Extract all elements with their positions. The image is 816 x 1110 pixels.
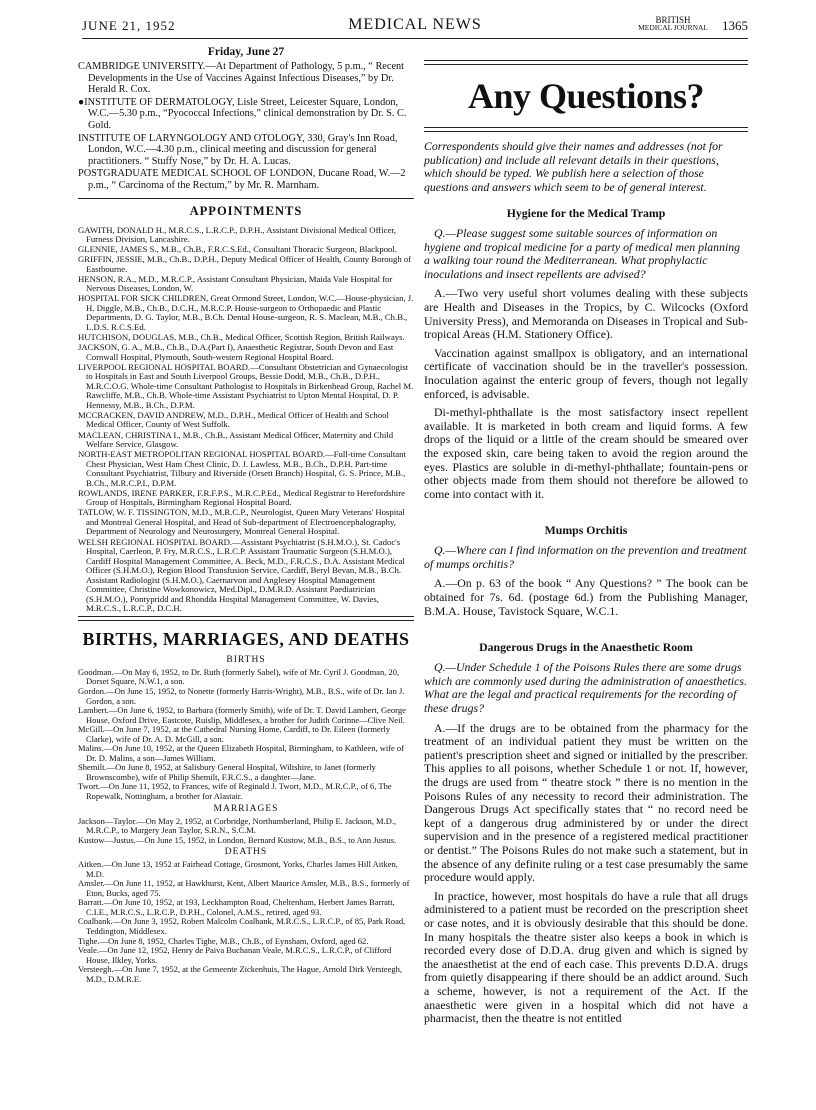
question-mumps: [424, 523, 748, 618]
title-rule-top: [424, 60, 748, 65]
marriages-heading: MARRIAGES: [213, 803, 279, 814]
meeting-item: ●INSTITUTE OF DERMATOLOGY, Lisle Street, Leicester Square, London, W.C.—5.30 p.m., “Pyococcal Infections,” clinical demonstration by Dr. S. C. Gold.: [78, 96, 407, 131]
appointments-section: [78, 204, 414, 614]
appointment-item: MCCRACKEN, DAVID ANDREW, M.D., D.P.H., Medical Officer of Health and School Medical Officer, County of West Suffolk.: [78, 409, 389, 430]
question-heading: Dangerous Drugs in the Anaesthetic Room: [479, 640, 693, 655]
header-rule: [82, 38, 748, 39]
answer-paragraph: In practice, however, most hospitals do have a rule that all drugs administered to a patient must be recorded on the prescription sheet or case notes, and it is obviously desirable that this should be done. In many hospitals the theatre sister also keeps a book in which is recorded every dose of D.D.A. drug given and which is signed by the anaesthetist at the end of each case. This prevents D.D.A. drugs from quietly disappearing if there should be an addict around. Such a scheme, however, is not a requirement of the Act. If the anaesthetic were given in a hospital which did not have a pharmacist, then the theatre is not entitled: [424, 888, 748, 1026]
appointment-item: LIVERPOOL REGIONAL HOSPITAL BOARD.—Consultant Obstetrician and Gynaecologist to Hospitals in East and South Liverpool Groups, Bessie Dodd, M.B., Ch.B., D.P.H., M.R.C.O.G. Whole-time Consultant Pathologist to Hospitals in Birkenhead Group, Rachel M. Rawcliffe, M.B., Ch.B. Whole-time Assistant Psychiatrist to Upton Mental Hospital, D. P. Hennessy, M.B., B.Ch., D.P.M.: [78, 361, 414, 410]
birth-entry: Goodman.—On May 6, 1952, to Dr. Ruth (formerly Sabel), wife of Mr. Cyril J. Goodman, 20, Dorset Square, N.W.1, a son.: [78, 666, 400, 687]
meetings-day-heading: Friday, June 27: [207, 46, 285, 58]
meetings-section: [78, 46, 414, 192]
birth-entry: Lambert.—On June 6, 1952, to Barbara (formerly Smith), wife of Dr. T. David Lambert, George House, Oxford Drive, Eastcote, Ruislip, Middlesex, a brother for Judith Corinne—Clive Neil.: [78, 705, 406, 725]
death-entry: Aitken.—On June 13, 1952 at Fairhead Cottage, Grosmont, Yorks, Charles James Hill Aitken, M.D.: [78, 859, 398, 879]
journal-name: [638, 16, 708, 32]
double-rule: [78, 616, 414, 621]
birth-entry: Malins.—On June 10, 1952, at the Queen Elizabeth Hospital, Birmingham, to Kathleen, wife of Dr. D. Malins, a son—James William.: [78, 743, 405, 763]
appointment-item: HUTCHISON, DOUGLAS, M.B., Ch.B., Medical Officer, Scottish Region, British Railways.: [78, 332, 405, 343]
running-header: [82, 14, 748, 36]
issue-date: JUNE 21, 1952: [82, 18, 176, 33]
any-questions-title: Any Questions?: [467, 76, 705, 116]
births-heading: BIRTHS: [226, 654, 266, 665]
death-entry: Barratt.—On June 10, 1952, at 193, Leckhampton Road, Cheltenham, Herbert James Barratt, C.I.E., M.R.C.S., L.R.C.P., D.P.H., Colonel, A.M.S., retired, aged 93.: [78, 897, 395, 917]
divider: [78, 198, 414, 199]
answer-paragraph: A.—If the drugs are to be obtained from the pharmacy for the treatment of an individual patient they must be written on the patient's prescription sheet and signed or initialled by the prescriber. This applies to all poisons, whether Schedule 1 or not. If, however, the drugs are used from “ theatre stock ” there is no mention in the Poisons Rules of any necessity to record their administration. The Dangerous Drugs Act specifically states that “ no record need be kept of a dangerous drug administered by or under the direct supervision and in the presence of a registered medical practitioner or dentist.” The Poisons Rules do not make such a statement, but in the absence of any definite ruling or a test case presumably the same procedure would apply.: [424, 720, 748, 885]
birth-entry: Twort.—On June 11, 1952, to Frances, wife of Reginald J. Twort, M.D., M.R.C.P., of 6, The Ropewalk, Nottingham, a brother for Alastair.: [78, 781, 392, 802]
appointment-item: GLENNIE, JAMES S., M.B., Ch.B., F.R.C.S.Ed., Consultant Thoracic Surgeon, Blackpool.: [78, 244, 397, 255]
appointment-item: TATLOW, W. F. TISSINGTON, M.D., M.R.C.P., Neurologist, Queen Mary Veterans' Hospital and Montreal General Hospital, and Head of Sub-department of Electroencephalography, Department of Neurology and Neurosurgery, Montreal General Hospital.: [78, 507, 405, 537]
bmd-heading: BIRTHS, MARRIAGES, AND DEATHS: [82, 628, 410, 649]
intro-note: Correspondents should give their names and addresses (not for publication) and include all relevant details in their questions, which should be typed. We publish here a selection of those questions and answers which seem to be of general interest.: [424, 139, 723, 194]
death-entry: Tighe.—On June 8, 1952, Charles Tighe, M.B., Ch.B., of Eynsham, Oxford, aged 62.: [78, 935, 369, 946]
question-text: Q.—Where can I find information on the prevention and treatment of mumps orchitis?: [424, 543, 747, 571]
journal-name-line1: BRITISH: [655, 15, 691, 25]
marriage-entry: Kustow—Justus.—On June 15, 1952, in London, Bernard Kustow, M.B., B.S., to Ann Justus.: [78, 834, 397, 845]
question-text: Q.—Under Schedule 1 of the Poisons Rules there are some drugs which are commonly used during the administration of anaesthetics. What are the legal and practical requirements for the recording of these drugs?: [424, 660, 747, 716]
meeting-item: INSTITUTE OF LARYNGOLOGY AND OTOLOGY, 330, Gray's Inn Road, London, W.C.—4.30 p.m., clinical meeting and discussion for general practitioners. “ Stuffy Nose,” by Dr. H. A. Lucas.: [78, 132, 398, 167]
question-heading: Hygiene for the Medical Tramp: [506, 206, 666, 220]
page-number: 1365: [722, 18, 748, 33]
question-hygiene: [424, 206, 748, 501]
section-title: MEDICAL NEWS: [348, 16, 482, 33]
birth-entry: Shemilt.—On June 8, 1952, at Salisbury General Hospital, Wiltshire, to Janet (formerly Brownscombe), wife of Philip Shemilt, F.R.C.S., a daughter—Jane.: [78, 762, 376, 782]
appointment-item: WELSH REGIONAL HOSPITAL BOARD.—Assistant Psychiatrist (S.H.M.O.), St. Cadoc's Hospital, Caerleon, P. Fry, M.R.C.S., L.R.C.P. Assistant Traumatic Surgeon (S.H.M.O.), Cardiff Hospital Management Committee, A. Beck, M.D., F.R.C.S., D.A. Assistant Medical Officer (S.H.M.O.), Region Blood Transfusion Service, Cardiff, Beryl Bevan, M.B., B.Ch. Assistant Radiologist (S.H.M.O.), Caernarvon and Anglesey Hospital Management Committee, Christine Wowkonowicz, Med.Dipl., D.M.R.D. Assistant Paediatrician (S.H.M.O.), Pontypridd and Rhondda Hospital Management Committee, W. Davies, M.R.C.S., L.R.C.P., D.C.H.: [78, 536, 405, 614]
birth-entry: Gordon.—On June 15, 1952, to Nonette (formerly Harris-Wright), M.B., B.S., wife of Dr. Ian J. Gordon, a son.: [78, 686, 405, 706]
death-entry: Versteegh.—On June 7, 1952, at the Gemeente Zickenhuis, The Hague, Arnold Dirk Versteegh, M.D., D.M.R.E.: [78, 964, 403, 984]
death-entry: Veale.—On June 12, 1952, Henry de Paiva Buchanan Veale, M.R.C.S., L.R.C.P., of Clifford House, Ilkley, Yorks.: [78, 945, 392, 965]
appointments-heading: APPOINTMENTS: [189, 203, 303, 218]
appointment-item: JACKSON, G. A., M.B., Ch.B., D.A.(Part I), Anaesthetic Registrar, South Devon and East Cornwall Hospital, Plymouth, South-western Regional Hospital Board.: [78, 342, 394, 362]
appointment-item: MACLEAN, CHRISTINA I., M.B., Ch.B., Assistant Medical Officer, Maternity and Child Welfare Service, Glasgow.: [78, 429, 394, 450]
appointment-item: ROWLANDS, IRENE PARKER, F.R.F.P.S., M.R.C.P.Ed., Medical Registrar to Herefordshire Group of Hospitals, Birmingham Regional Hospital Board.: [78, 487, 405, 508]
question-heading: Mumps Orchitis: [544, 523, 628, 538]
answer-paragraph: Vaccination against smallpox is obligatory, and an international certificate of vaccination should be in the traveller's possession. Inoculation against the enteric group of fevers, though not legally enforced, is advisable.: [424, 345, 748, 401]
answer-paragraph: A.—On p. 63 of the book “ Any Questions? ” The book can be obtained for 7s. 6d. (postage 6d.) from the Publishing Manager, B.M.A. House, Tavistock Square, W.C.1.: [424, 576, 748, 618]
appointment-item: GRIFFIN, JESSIE, M.B., Ch.B., D.P.H., Deputy Medical Officer of Health, County Borough of Eastbourne.: [78, 254, 412, 274]
appointment-item: HOSPITAL FOR SICK CHILDREN, Great Ormond Street, London, W.C.—House-physician, J. H. Diggle, M.B., Ch.B., D.C.H., M.R.C.P. House-surgeon to Orthopaedic and Plastic Departments, D. G. Taylor, M.B., B.Ch. Dental House-surgeon, R. S. Maclean, M.B., Ch.B., L.D.S. R.C.S.Ed.: [78, 293, 414, 332]
question-dangerous-drugs: [424, 640, 748, 1025]
appointment-item: NORTH-EAST METROPOLITAN REGIONAL HOSPITAL BOARD.—Full-time Consultant Chest Physician, West Ham Chest Clinic, D. J. Lawless, M.B., B.Ch., D.P.H. Part-time Consultant Psychiatrist, Tilbury and Riverside (Orsett Branch) Hospital, G. S. Prince, M.B., B.Ch., M.R.C.P.I., D.P.M.: [78, 449, 406, 488]
meeting-item: CAMBRIDGE UNIVERSITY.—At Department of Pathology, 5 p.m., “ Recent Developments in the Use of Vaccines Against Infectious Diseases,” by Dr. Herald R. Cox.: [78, 61, 405, 96]
birth-entry: McGill.—On June 7, 1952, at the Cathedral Nursing Home, Cardiff, to Dr. Eileen (formerly Clarke), wife of Dr. A. D. McGill, a son.: [78, 724, 391, 744]
meeting-item: POSTGRADUATE MEDICAL SCHOOL OF LONDON, Ducane Road, W.—2 p.m., “ Carcinoma of the Rectum,” by Mr. R. Marnham.: [78, 168, 406, 191]
bmd-section: [78, 629, 414, 984]
journal-name-line2: MEDICAL JOURNAL: [638, 23, 708, 32]
title-rule-bottom: [424, 127, 748, 132]
answer-paragraph: Di-methyl-phthallate is the most satisfactory insect repellent available. It is marketed in both cream and liquid forms. A few drops of the liquid or a little of the cream should be smeared over the exposed skin, care being taken to avoid the region around the eyes. Plastics are soluble in di-methyl-phthallate; fountain-pens or other objects made from them should not therefore be allowed to come into contact with it.: [424, 405, 748, 501]
answer-paragraph: A.—Two very useful short volumes dealing with these subjects are Health and Diseases in the Tropics, by C. Wilcocks (Oxford University Press), and Memoranda on Diseases in Tropical and Sub-tropical Areas (H.M. Stationery Office).: [424, 286, 748, 342]
left-column: [78, 44, 414, 984]
appointment-item: GAWITH, DONALD H., M.R.C.S., L.R.C.P., D.P.H., Assistant Divisional Medical Officer, Furness Division, Lancashire.: [78, 224, 397, 245]
right-column: [424, 44, 748, 1031]
appointment-item: HENSON, R.A., M.D., M.R.C.P., Assistant Consultant Physician, Maida Vale Hospital for Nervous Diseases, London, W.: [78, 273, 393, 294]
deaths-heading: DEATHS: [224, 847, 268, 858]
death-entry: Amsler.—On June 11, 1952, at Hawkhurst, Kent, Albert Maurice Amsler, M.B., B.S., formerly of Eton, Bucks, aged 75.: [78, 878, 410, 898]
marriage-entry: Jackson—Taylor.—On May 2, 1952, at Corbridge, Northumberland, Philip E. Jackson, M.D., M.R.C.P., to Margery Jean Taylor, S.R.N., S.C.M.: [78, 815, 397, 836]
death-entry: Coalbank.—On June 3, 1952, Robert Malcolm Coalbank, M.R.C.S., L.R.C.P., of 85, Park Road, Teddington, Middlesex.: [78, 916, 406, 937]
question-text: Q.—Please suggest some suitable sources of information on hygiene and tropical medicine for a party of medical men planning a walking tour round the Mediterranean. What prophylactic inoculations and insect repellents are advised?: [424, 226, 741, 281]
